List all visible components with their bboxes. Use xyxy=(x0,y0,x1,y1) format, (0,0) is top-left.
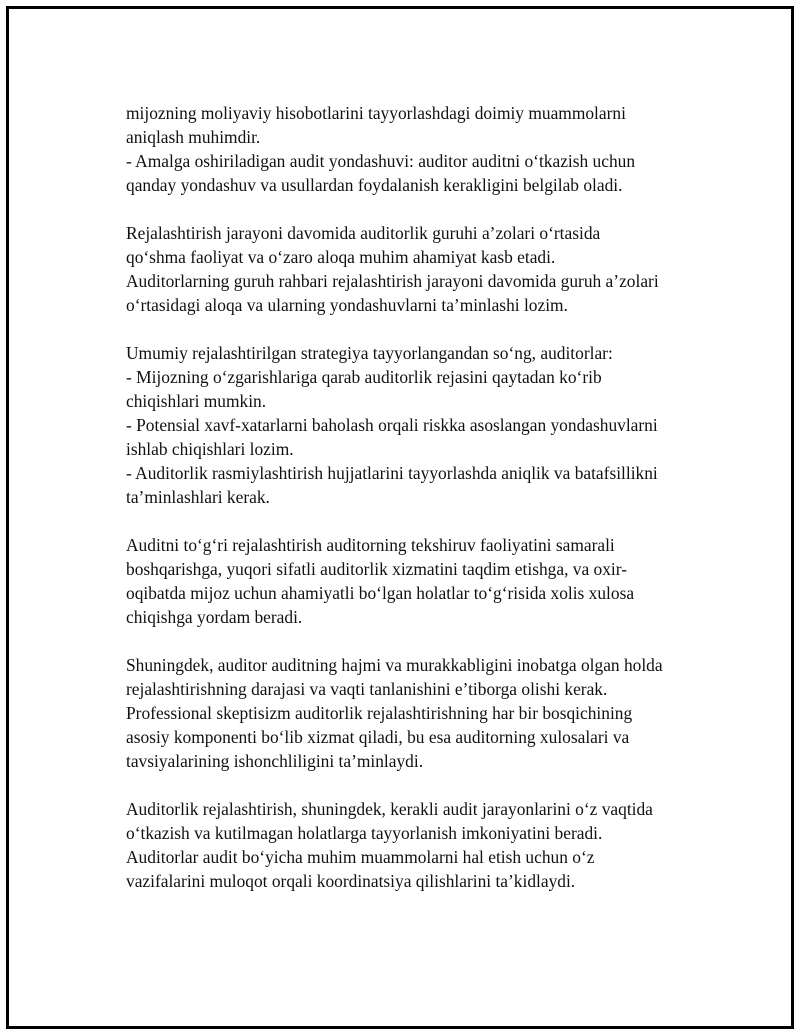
text-line: rejalashtirishning darajasi va vaqti tanlanishini e’tiborga olishi kerak. xyxy=(126,679,608,699)
paragraph xyxy=(126,797,726,893)
text-line: Umumiy rejalashtirilgan strategiya tayyorlangandan so‘ng, auditorlar: xyxy=(126,343,613,363)
text-line: chiqishlari mumkin. xyxy=(126,391,267,411)
text-line: o‘tkazish va kutilmagan holatlarga tayyorlanish imkoniyatini beradi. xyxy=(126,823,603,843)
text-line: aniqlash muhimdir. xyxy=(126,127,261,147)
paragraph xyxy=(126,101,726,197)
text-line: Auditorlar audit bo‘yicha muhim muammolarni hal etish uchun o‘z xyxy=(126,847,595,867)
paragraph xyxy=(126,653,726,773)
paragraph xyxy=(126,533,726,629)
text-line: Auditni to‘g‘ri rejalashtirish auditorning tekshiruv faoliyatini samarali xyxy=(126,535,615,555)
paragraph-gap xyxy=(126,197,726,221)
text-line: tavsiyalarining ishonchliligini ta’minlaydi. xyxy=(126,751,424,771)
text-line: - Mijozning o‘zgarishlariga qarab auditorlik rejasini qaytadan ko‘rib xyxy=(126,367,602,387)
text-line: Professional skeptisizm auditorlik rejalashtirishning har bir bosqichining xyxy=(126,703,633,723)
text-line: Shuningdek, auditor auditning hajmi va murakkabligini inobatga olgan holda xyxy=(126,655,663,675)
text-line: ta’minlashlari kerak. xyxy=(126,487,270,507)
text-line: - Amalga oshiriladigan audit yondashuvi: auditor auditni o‘tkazish uchun xyxy=(126,151,636,171)
text-line: chiqishga yordam beradi. xyxy=(126,607,303,627)
paragraph xyxy=(126,221,726,317)
paragraph-gap xyxy=(126,509,726,533)
text-line: o‘rtasidagi aloqa va ularning yondashuvlarni ta’minlashi lozim. xyxy=(126,295,568,315)
text-line: ishlab chiqishlari lozim. xyxy=(126,439,294,459)
paragraph-gap xyxy=(126,773,726,797)
text-line: - Auditorlik rasmiylashtirish hujjatlarini tayyorlashda aniqlik va batafsillikni xyxy=(126,463,658,483)
text-line: asosiy komponenti bo‘lib xizmat qiladi, bu esa auditorning xulosalari va xyxy=(126,727,630,747)
paragraph xyxy=(126,341,726,509)
text-line: Rejalashtirish jarayoni davomida auditorlik guruhi a’zolari o‘rtasida xyxy=(126,223,601,243)
paragraph-gap xyxy=(126,317,726,341)
paragraph-gap xyxy=(126,629,726,653)
text-line: qo‘shma faoliyat va o‘zaro aloqa muhim ahamiyat kasb etadi. xyxy=(126,247,556,267)
text-line: Auditorlarning guruh rahbari rejalashtirish jarayoni davomida guruh a’zolari xyxy=(126,271,659,291)
text-line: Auditorlik rejalashtirish, shuningdek, kerakli audit jarayonlarini o‘z vaqtida xyxy=(126,799,653,819)
text-line: mijozning moliyaviy hisobotlarini tayyorlashdagi doimiy muammolarni xyxy=(126,103,626,123)
text-line: qanday yondashuv va usullardan foydalanish kerakligini belgilab oladi. xyxy=(126,175,623,195)
text-line: boshqarishga, yuqori sifatli auditorlik xizmatini taqdim etishga, va oxir- xyxy=(126,559,627,579)
text-line: - Potensial xavf-xatarlarni baholash orqali riskka asoslangan yondashuvlarni xyxy=(126,415,658,435)
page-frame xyxy=(6,6,794,1029)
text-line: vazifalarini muloqot orqali koordinatsiya qilishlarini ta’kidlaydi. xyxy=(126,871,576,891)
document-body xyxy=(126,101,726,893)
text-line: oqibatda mijoz uchun ahamiyatli bo‘lgan holatlar to‘g‘risida xolis xulosa xyxy=(126,583,635,603)
